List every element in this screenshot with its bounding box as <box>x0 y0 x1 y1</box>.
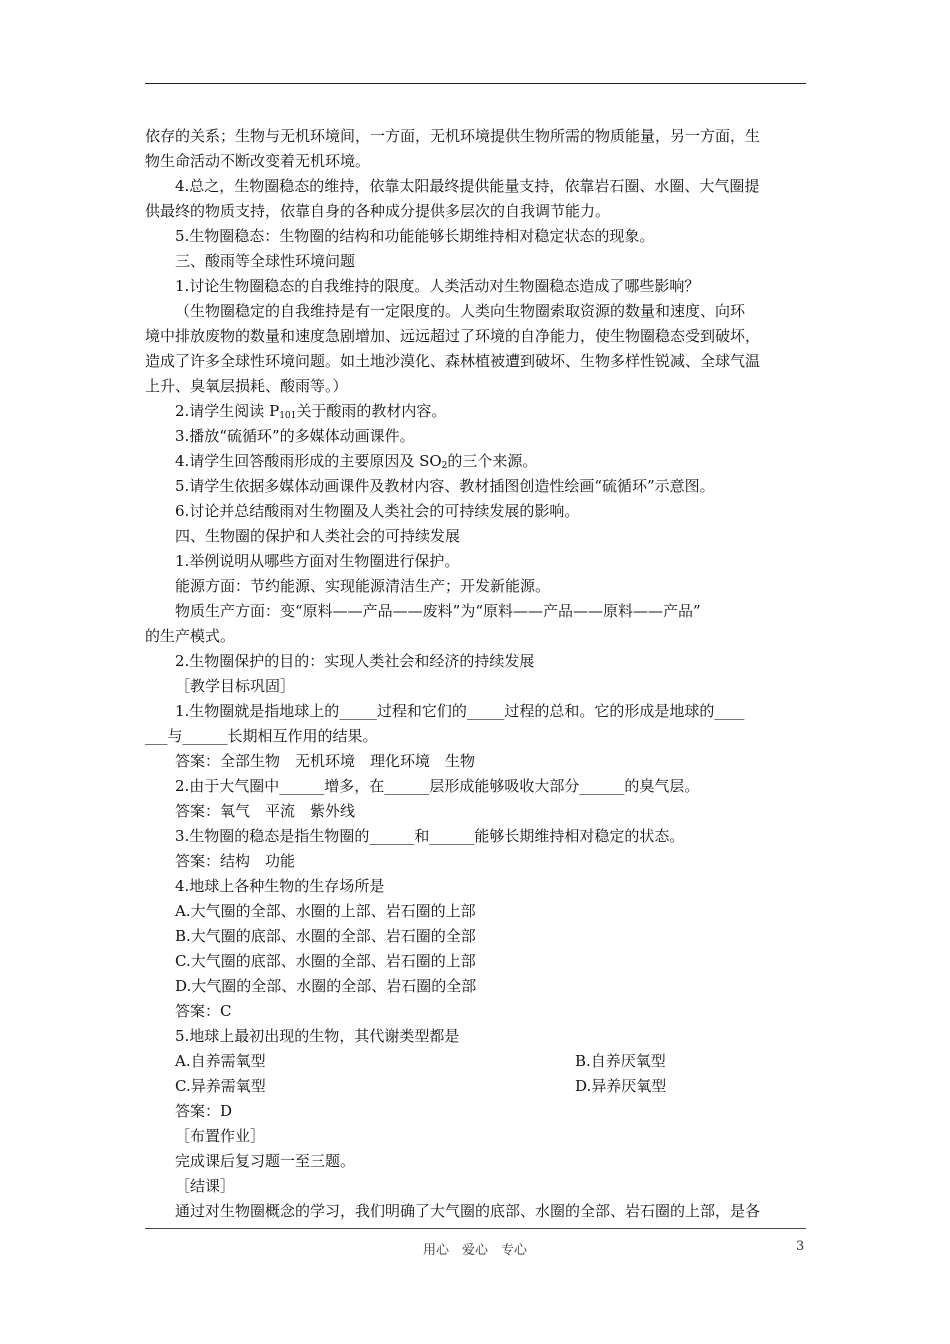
text-line: 依存的关系；生物与无机环境间，一方面，无机环境提供生物所需的物质能量，另一方面，生 <box>145 127 761 145</box>
answer-line: 答案：全部生物 无机环境 理化环境 生物 <box>175 752 476 770</box>
text-line: 境中排放废物的数量和速度急剧增加、远远超过了环境的自净能力，使生物圈稳态受到破坏， <box>145 327 761 345</box>
text-line: 的生产模式。 <box>145 627 236 645</box>
option-line: A.大气圈的全部、水圈的上部、岩石圈的上部 <box>175 902 476 920</box>
answer-line: 答案：D <box>175 1102 233 1120</box>
answer-line: 答案：结构 功能 <box>175 852 296 870</box>
header-rule <box>145 83 806 84</box>
document-body <box>145 124 807 1224</box>
answer-line: 答案：氧气 平流 紫外线 <box>175 802 356 820</box>
text-line: 3.播放“硫循环”的多媒体动画课件。 <box>175 427 415 445</box>
text-line: 2.生物圈保护的目的：实现人类社会和经济的持续发展 <box>175 652 535 670</box>
section-heading: ［结课］ <box>175 1177 236 1195</box>
answer-line: 答案：C <box>175 1002 232 1020</box>
option-c: C.异养需氧型 <box>175 1077 266 1095</box>
text-line: 造成了许多全球性环境问题。如土地沙漠化、森林植被遭到破坏、生物多样性锐减、全球气温 <box>145 352 761 370</box>
text-line: 通过对生物圈概念的学习，我们明确了大气圈的底部、水圈的全部、岩石圈的上部，是各 <box>175 1202 761 1220</box>
option-b: B.自养厌氧型 <box>575 1052 666 1070</box>
text-line: 1.讨论生物圈稳态的自我维持的限度。人类活动对生物圈稳态造成了哪些影响？ <box>175 277 700 295</box>
text-line: 1.举例说明从哪些方面对生物圈进行保护。 <box>175 552 460 570</box>
section-heading: 四、生物圈的保护和人类社会的可持续发展 <box>175 527 461 545</box>
option-line: B.大气圈的底部、水圈的全部、岩石圈的全部 <box>175 927 476 945</box>
text-line <box>145 399 807 424</box>
text-part: 2.请学生阅读 P <box>175 402 280 420</box>
section-heading: ［教学目标巩固］ <box>175 677 296 695</box>
text-line: 5.请学生依据多媒体动画课件及教材内容、教材插图创造性绘画“硫循环”示意图。 <box>175 477 715 495</box>
text-line: 能源方面：节约能源、实现能源清洁生产；开发新能源。 <box>175 577 551 595</box>
question-line: ___与______长期相互作用的结果。 <box>145 727 378 745</box>
page-number: 3 <box>796 1239 805 1254</box>
question-line: 3.生物圈的稳态是指生物圈的______和______能够长期维持相对稳定的状态。 <box>175 827 685 845</box>
text-line: 5.生物圈稳态：生物圈的结构和功能能够长期维持相对稳定状态的现象。 <box>175 227 655 245</box>
question-line: 2.由于大气圈中______增多，在______层形成能够吸收大部分______的臭气层。 <box>175 777 700 795</box>
question-line: 1.生物圈就是指地球上的_____过程和它们的_____过程的总和。它的形成是地球的____ <box>175 702 745 720</box>
subscript: 101 <box>279 411 297 421</box>
text-part: 关于酸雨的教材内容。 <box>296 402 447 420</box>
text-line: 物质生产方面：变“原料——产品——废料”为“原料——产品——原料——产品” <box>175 602 701 620</box>
text-line: 6.讨论并总结酸雨对生物圈及人类社会的可持续发展的影响。 <box>175 502 580 520</box>
footer-rule <box>145 1228 806 1229</box>
footer-motto: 用心 爱心 专心 <box>422 1243 527 1258</box>
question-line: 4.地球上各种生物的生存场所是 <box>175 877 385 895</box>
text-line: 供最终的物质支持，依靠自身的各种成分提供多层次的自我调节能力。 <box>145 202 611 220</box>
option-d: D.异养厌氧型 <box>575 1077 667 1095</box>
text-line: （生物圈稳定的自我维持是有一定限度的。人类向生物圈索取资源的数量和速度、向环 <box>175 302 746 320</box>
text-part: 的三个来源。 <box>447 452 538 470</box>
question-line: 5.地球上最初出现的生物，其代谢类型都是 <box>175 1027 460 1045</box>
subscript: 2 <box>441 461 448 471</box>
text-line: 4.总之，生物圈稳态的维持，依靠太阳最终提供能量支持，依靠岩石圈、水圈、大气圈提 <box>175 177 760 195</box>
option-row <box>145 1049 807 1074</box>
text-line: 物生命活动不断改变着无机环境。 <box>145 152 371 170</box>
option-a: A.自养需氧型 <box>175 1052 266 1070</box>
option-line: D.大气圈的全部、水圈的全部、岩石圈的全部 <box>175 977 477 995</box>
option-line: C.大气圈的底部、水圈的全部、岩石圈的上部 <box>175 952 476 970</box>
option-row <box>145 1074 807 1099</box>
text-part: 4.请学生回答酸雨形成的主要原因及 SO <box>175 452 442 470</box>
text-line: 完成课后复习题一至三题。 <box>175 1152 356 1170</box>
section-heading: ［布置作业］ <box>175 1127 266 1145</box>
text-line: 上升、臭氧层损耗、酸雨等。） <box>145 377 348 395</box>
text-line <box>145 449 807 474</box>
section-heading: 三、酸雨等全球性环境问题 <box>175 252 356 270</box>
